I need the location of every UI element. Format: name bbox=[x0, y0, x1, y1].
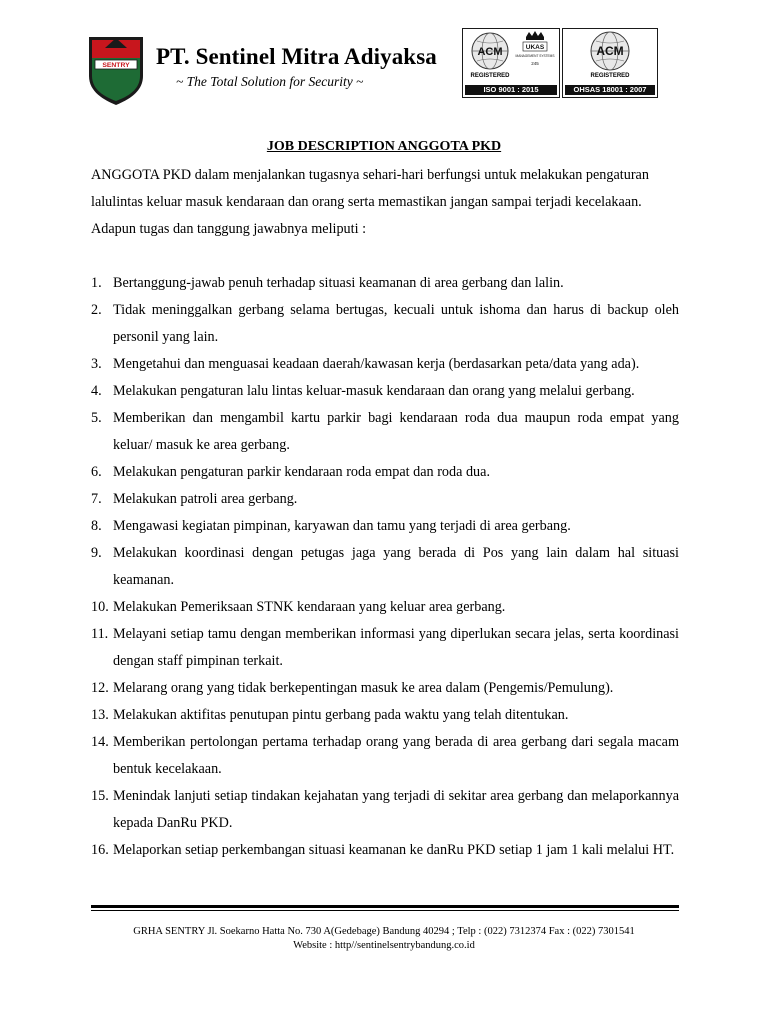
duty-text: Tidak meninggalkan gerbang selama bertugas, kecuali untuk ishoma dan harus di backup oleh personil yang lain. bbox=[113, 302, 679, 345]
duty-number: 12. bbox=[91, 680, 109, 696]
duty-number: 9. bbox=[91, 545, 102, 561]
duty-item bbox=[91, 540, 679, 594]
duties-list bbox=[91, 270, 679, 864]
duty-number: 5. bbox=[91, 410, 102, 426]
duty-item bbox=[91, 405, 679, 459]
duty-number: 6. bbox=[91, 464, 102, 480]
duty-item bbox=[91, 729, 679, 783]
duty-number: 16. bbox=[91, 842, 109, 858]
duty-text: Melayani setiap tamu dengan memberikan informasi yang diperlukan secara jelas, serta koordinasi dengan staff pimpinan terkait. bbox=[113, 626, 679, 669]
duty-item bbox=[91, 837, 679, 864]
duty-text: Melakukan aktifitas penutupan pintu gerbang pada waktu yang telah ditentukan. bbox=[113, 707, 569, 723]
cert-standard-label: ISO 9001 : 2015 bbox=[465, 85, 557, 95]
duty-item bbox=[91, 378, 679, 405]
cert-standard-label: OHSAS 18001 : 2007 bbox=[565, 85, 655, 95]
cert-registered-label: REGISTERED bbox=[470, 73, 510, 79]
duty-item bbox=[91, 513, 679, 540]
duty-number: 1. bbox=[91, 275, 102, 291]
ukas-subtitle: MANAGEMENT SYSTEMS bbox=[515, 54, 555, 58]
duty-item bbox=[91, 675, 679, 702]
footer-rule-thin bbox=[91, 910, 679, 911]
duty-number: 3. bbox=[91, 356, 102, 372]
duty-item bbox=[91, 297, 679, 351]
sentry-logo bbox=[88, 36, 144, 106]
company-name: PT. Sentinel Mitra Adiyaksa bbox=[156, 44, 437, 69]
duty-text: Melakukan patroli area gerbang. bbox=[113, 491, 298, 507]
duty-text: Melarang orang yang tidak berkepentingan masuk ke area dalam (Pengemis/Pemulung). bbox=[113, 680, 614, 696]
duty-item bbox=[91, 702, 679, 729]
intro-paragraph: ANGGOTA PKD dalam menjalankan tugasnya sehari-hari berfungsi untuk melakukan pengaturan lalulintas keluar masuk kendaraan dan orang serta memastikan jangan sampai terjadi kecelakaan. Adapun tugas dan tanggung jawabnya meliputi : bbox=[91, 167, 649, 237]
duty-text: Memberikan pertolongan pertama terhadap orang yang berada di area gerbang dari segala macam bentuk kecelakaan. bbox=[113, 734, 679, 777]
duty-item bbox=[91, 783, 679, 837]
duty-number: 8. bbox=[91, 518, 102, 534]
duty-number: 13. bbox=[91, 707, 109, 723]
acm-mark: ACM bbox=[477, 46, 503, 58]
ohsas-certification-badge bbox=[562, 28, 658, 98]
duty-number: 2. bbox=[91, 302, 102, 318]
footer-website: Website : http//sentinelsentrybandung.co.id bbox=[293, 940, 475, 951]
ukas-number: 245 bbox=[531, 61, 539, 66]
crown-icon bbox=[526, 31, 544, 40]
duty-item bbox=[91, 621, 679, 675]
cert-registered-label: REGISTERED bbox=[590, 73, 630, 79]
duty-item bbox=[91, 594, 679, 621]
ukas-mark: UKAS bbox=[525, 44, 545, 51]
duty-text: Menindak lanjuti setiap tindakan kejahatan yang terjadi di sekitar area gerbang dan melaporkannya kepada DanRu PKD. bbox=[113, 788, 679, 831]
duty-item bbox=[91, 459, 679, 486]
footer-address: GRHA SENTRY Jl. Soekarno Hatta No. 730 A(Gedebage) Bandung 40294 ; Telp : (022) 7312374 Fax : (022) 7301541 bbox=[133, 926, 635, 937]
duty-item bbox=[91, 270, 679, 297]
duty-number: 10. bbox=[91, 599, 109, 615]
acm-mark: ACM bbox=[596, 44, 624, 58]
logo-text: SENTRY bbox=[102, 62, 130, 70]
duty-text: Bertanggung-jawab penuh terhadap situasi keamanan di area gerbang dan lalin. bbox=[113, 275, 564, 291]
company-tagline: ~ The Total Solution for Security ~ bbox=[176, 74, 364, 89]
duty-number: 4. bbox=[91, 383, 102, 399]
duty-item bbox=[91, 351, 679, 378]
duty-text: Memberikan dan mengambil kartu parkir bagi kendaraan roda dua maupun roda empat yang keluar/ masuk ke area gerbang. bbox=[113, 410, 679, 453]
duty-number: 7. bbox=[91, 491, 102, 507]
duty-text: Melaporkan setiap perkembangan situasi keamanan ke danRu PKD setiap 1 jam 1 kali melalui HT. bbox=[113, 842, 675, 858]
document-title: JOB DESCRIPTION ANGGOTA PKD bbox=[266, 139, 502, 154]
duty-text: Melakukan Pemeriksaan STNK kendaraan yang keluar area gerbang. bbox=[113, 599, 506, 615]
duty-text: Mengawasi kegiatan pimpinan, karyawan dan tamu yang terjadi di area gerbang. bbox=[113, 518, 571, 534]
duty-text: Melakukan koordinasi dengan petugas jaga yang berada di Pos yang lain dalam hal situasi keamanan. bbox=[113, 545, 679, 588]
duty-text: Melakukan pengaturan parkir kendaraan roda empat dan roda dua. bbox=[113, 464, 490, 480]
duty-item bbox=[91, 486, 679, 513]
duty-number: 15. bbox=[91, 788, 109, 804]
duty-number: 11. bbox=[91, 626, 109, 642]
iso-certification-badge bbox=[462, 28, 560, 98]
footer-rule-thick bbox=[91, 905, 679, 908]
duty-number: 14. bbox=[91, 734, 109, 750]
duty-text: Melakukan pengaturan lalu lintas keluar-masuk kendaraan dan orang yang melalui gerbang. bbox=[113, 383, 635, 399]
duty-text: Mengetahui dan menguasai keadaan daerah/kawasan kerja (berdasarkan peta/data yang ada). bbox=[113, 356, 640, 372]
